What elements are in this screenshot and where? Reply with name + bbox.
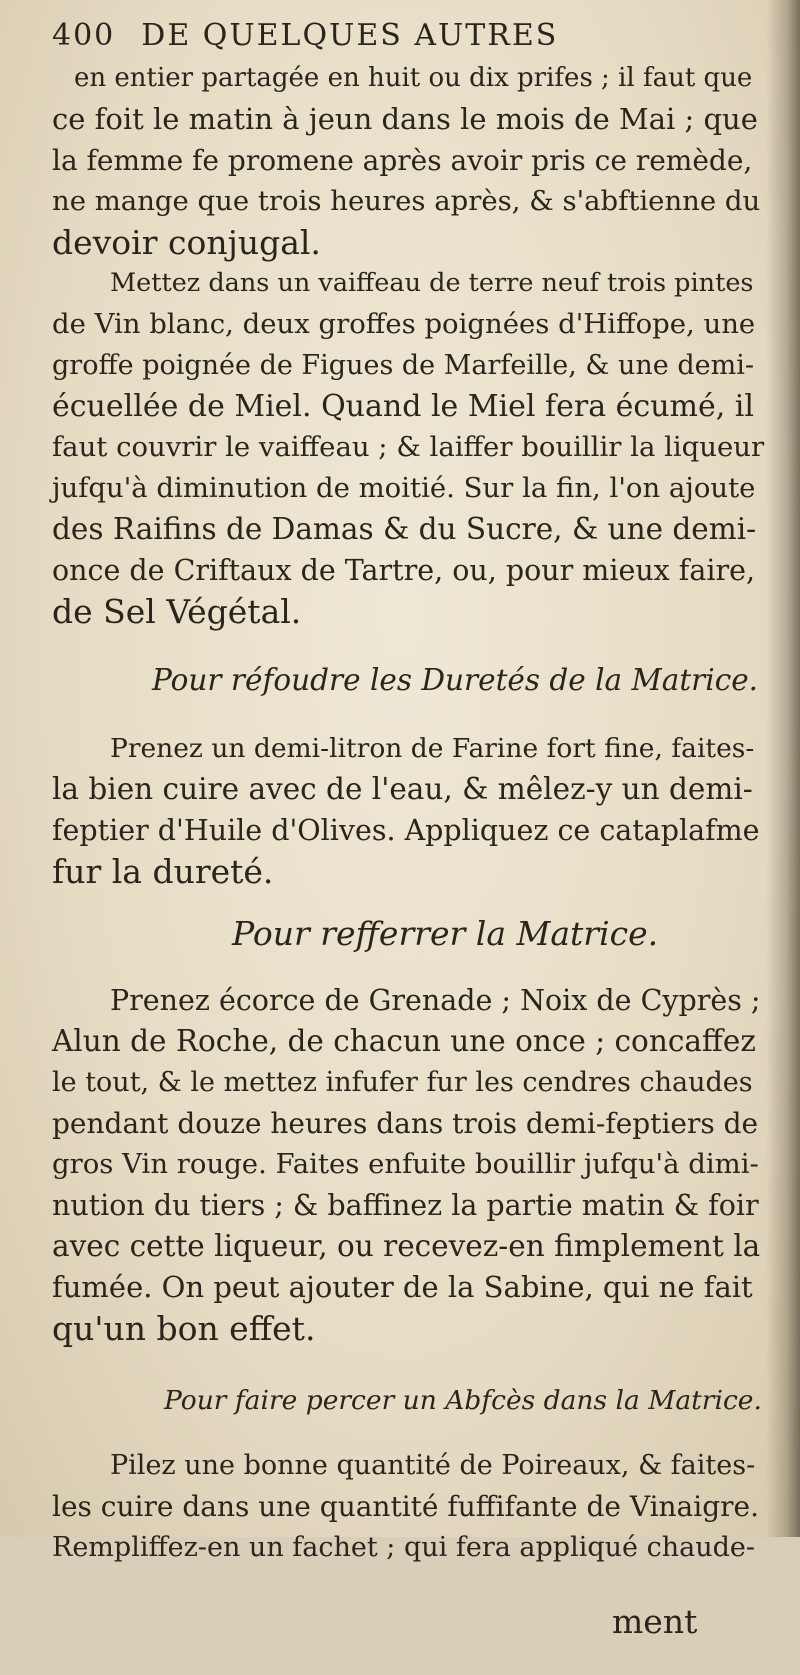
text-line: Mettez dans un vaiffeau de terre neuf trois pintes — [110, 268, 754, 298]
text-line: once de Criftaux de Tartre, ou, pour mieux faire, — [52, 554, 756, 587]
text-line: groffe poignée de Figues de Marfeille, & une demi- — [52, 350, 754, 381]
text-line: avec cette liqueur, ou recevez-en fimplement la — [52, 1229, 761, 1263]
text-line: fumée. On peut ajouter de la Sabine, qui ne fait — [52, 1270, 753, 1304]
text-line: jufqu'à diminution de moitié. Sur la fin, l'on ajoute — [52, 472, 756, 504]
text-line: de Vin blanc, deux groffes poignées d'Hiffope, une — [52, 308, 756, 340]
page-shadow-edge — [766, 0, 800, 1537]
text-line: des Raifins de Damas & du Sucre, & une demi- — [52, 512, 757, 546]
page-number: 400 — [52, 18, 116, 53]
text-line: feptier d'Huile d'Olives. Appliquez ce cataplafme — [52, 814, 760, 847]
paragraph — [52, 263, 764, 632]
section-heading: Pour refferrer la Matrice. — [232, 914, 659, 953]
running-title: DE QUELQUES AUTRES — [141, 18, 559, 53]
text-line: les cuire dans une quantité fuffifante de Vinaigre. — [52, 1490, 759, 1523]
text-line: la bien cuire avec de l'eau, & mêlez-y un demi- — [52, 772, 753, 806]
text-line: le tout, & le mettez infufer fur les cendres chaudes — [52, 1067, 753, 1098]
section — [52, 658, 764, 892]
text-line: fur la dureté. — [52, 852, 274, 891]
text-line: de Sel Végétal. — [52, 592, 302, 631]
text-line: gros Vin rouge. Faites enfuite bouillir jufqu'à dimi- — [52, 1148, 759, 1180]
section-heading: Pour réfoudre les Duretés de la Matrice. — [152, 663, 759, 697]
text-line: devoir conjugal. — [52, 223, 321, 262]
section-heading: Pour faire percer un Abfcès dans la Matrice. — [164, 1385, 762, 1416]
text-line: Pilez une bonne quantité de Poireaux, & faites- — [110, 1450, 756, 1481]
text-line: faut couvrir le vaiffeau ; & laiffer bouillir la liqueur — [52, 431, 765, 463]
text-line: nution du tiers ; & baffinez la partie matin & foir — [52, 1189, 759, 1222]
text-line: Rempliffez-en un fachet ; qui fera appliqué chaude- — [52, 1532, 755, 1563]
section — [52, 912, 764, 1349]
paragraph-continued — [52, 58, 764, 263]
text-line: Prenez écorce de Grenade ; Noix de Cyprès ; — [110, 984, 761, 1017]
text-line: Prenez un demi-litron de Farine fort fine, faites- — [110, 733, 755, 764]
text-line: en entier partagée en huit ou dix prifes ; il faut que — [74, 63, 753, 93]
text-line: pendant douze heures dans trois demi-feptiers de — [52, 1107, 759, 1140]
text-line: la femme fe promene après avoir pris ce remède, — [52, 144, 753, 177]
text-block — [52, 14, 764, 1675]
text-line: ne mange que trois heures après, & s'abftienne du — [52, 185, 761, 217]
text-line: ce foit le matin à jeun dans le mois de Mai ; que — [52, 102, 758, 136]
text-line: Alun de Roche, de chacun une once ; concaffez — [52, 1024, 756, 1058]
text-line: écuellée de Miel. Quand le Miel fera écumé, il — [52, 389, 754, 424]
text-line: qu'un bon effet. — [52, 1309, 316, 1348]
section — [52, 1379, 764, 1642]
running-header — [52, 14, 764, 58]
catchword: ment — [612, 1602, 698, 1641]
